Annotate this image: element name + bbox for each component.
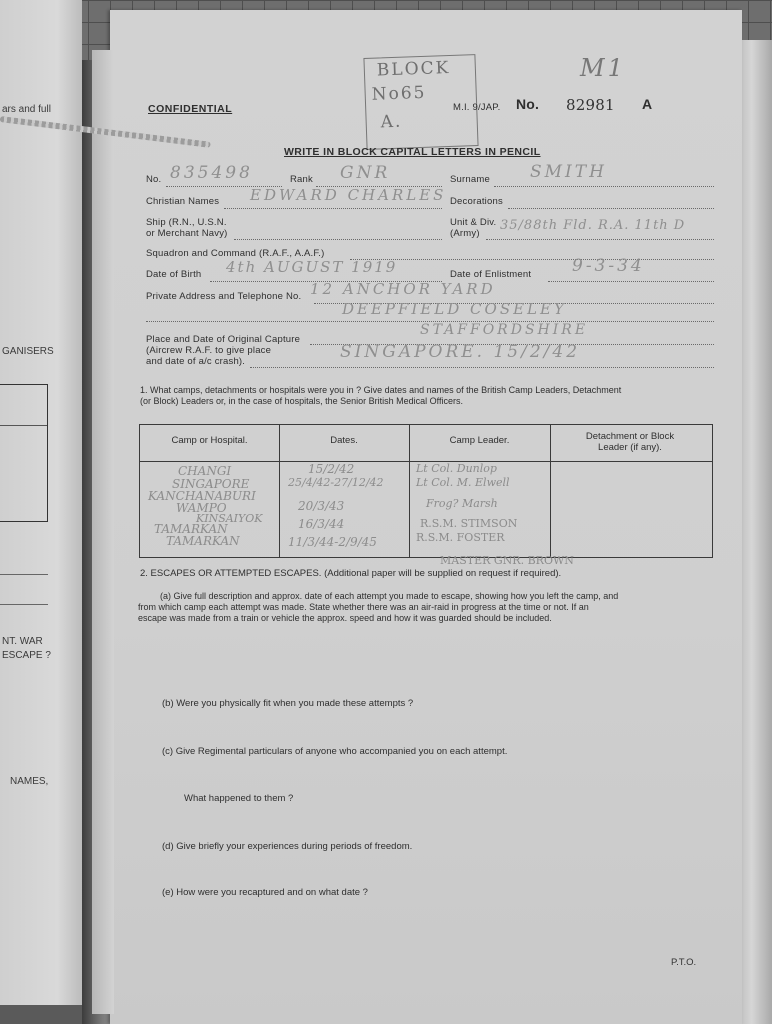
left-snippet: NT. WAR	[2, 636, 43, 647]
date-entry: 15/2/42	[308, 462, 355, 476]
unit-label: (Army)	[450, 228, 480, 239]
camp-entry: WAMPO	[176, 501, 227, 515]
question-2d: (d) Give briefly your experiences during periods of freedom.	[162, 841, 413, 852]
form-ref: M.I. 9/JAP.	[453, 102, 501, 113]
leader-entry: Frog? Marsh	[426, 497, 498, 510]
camp-entry: KANCHANABURI	[148, 489, 256, 503]
camp-entry: TAMARKAN	[166, 534, 240, 548]
left-facing-page	[0, 0, 82, 1005]
camp-entry: KINSAIYOK	[196, 512, 263, 525]
form-number: 82981	[566, 96, 615, 114]
camp-entry: SINGAPORE	[172, 477, 250, 491]
question-2c-sub: What happened to them ?	[184, 793, 294, 804]
form-page	[110, 10, 742, 1024]
leader-entry: Lt Col. M. Elwell	[416, 476, 510, 489]
capture-label: Place and Date of Original Capture	[146, 334, 301, 345]
initials: M1	[580, 54, 626, 82]
question-1: 1. What camps, detachments or hospitals were you in ? Give dates and names of the British Camp Leaders, Detachment	[140, 385, 622, 395]
table-header-camp: Camp or Hospital.	[171, 435, 248, 446]
no-label: No.	[146, 174, 162, 185]
date-entry: 25/4/42-27/12/42	[288, 476, 384, 489]
rank-label: Rank	[290, 174, 313, 185]
stamp-line: No65	[371, 82, 427, 105]
address-label: Private Address and Telephone No.	[146, 291, 302, 302]
table-header-leader: Camp Leader.	[449, 435, 510, 446]
enlistment-label: Date of Enlistment	[450, 269, 532, 280]
stacked-pages-edge	[738, 40, 772, 1024]
left-snippet: GANISERS	[2, 346, 54, 357]
question-2: 2. ESCAPES OR ATTEMPTED ESCAPES. (Additional paper will be supplied on request if required).	[140, 568, 562, 579]
question-2a: escape was made from a train or vehicle the approx. speed and how it was guarded should be included.	[138, 613, 552, 623]
date-entry: 16/3/44	[298, 517, 345, 531]
dob-label: Date of Birth	[146, 269, 202, 280]
form-heading: WRITE IN BLOCK CAPITAL LETTERS IN PENCIL	[284, 146, 541, 158]
dob-value: 4th AUGUST 1919	[226, 258, 398, 276]
number-label: No.	[516, 96, 540, 112]
form-suffix: A	[642, 96, 653, 112]
question-2c: (c) Give Regimental particulars of anyone who accompanied you on each attempt.	[162, 746, 508, 757]
enlistment-value: 9-3-34	[572, 256, 645, 276]
decorations-label: Decorations	[450, 196, 503, 207]
leader-entry: R.S.M. STIMSON	[420, 517, 518, 530]
capture-value: STAFFORDSHIRE	[420, 322, 589, 338]
confidential-label: CONFIDENTIAL	[148, 103, 233, 115]
question-2a: (a) Give full description and approx. date of each attempt you made to escape, showing how you left the camp, and	[160, 591, 619, 601]
capture-label: and date of a/c crash).	[146, 356, 246, 367]
capture-value: SINGAPORE. 15/2/42	[340, 342, 581, 362]
leader-entry: Lt Col. Dunlop	[416, 462, 497, 475]
table-header-detachment: Detachment or Block Leader (if any).	[585, 431, 675, 453]
christian-names-label: Christian Names	[146, 196, 220, 207]
left-snippet: NAMES,	[10, 776, 49, 787]
christian-names-value: EDWARD CHARLES	[250, 186, 447, 204]
left-table-box	[0, 384, 48, 522]
address-value: 12 ANCHOR YARD	[310, 280, 496, 298]
question-2e: (e) How were you recaptured and on what date ?	[162, 887, 368, 898]
unit-label: Unit & Div.	[450, 217, 497, 228]
camp-entry: TAMARKAN	[154, 522, 228, 536]
question-1: (or Block) Leaders or, in the case of hospitals, the Senior British Medical Officers.	[140, 396, 463, 406]
pto-label: P.T.O.	[671, 957, 697, 968]
question-2b: (b) Were you physically fit when you made these attempts ?	[162, 698, 414, 709]
table-header-dates: Dates.	[330, 435, 358, 446]
camp-entry: CHANGI	[178, 464, 232, 478]
ship-label: or Merchant Navy)	[146, 228, 228, 239]
rank-value: GNR	[340, 163, 391, 183]
camps-table	[139, 424, 713, 558]
unit-value: 35/88th Fld. R.A. 11th D	[500, 218, 686, 233]
page-fold	[92, 50, 114, 1014]
ship-label: Ship (R.N., U.S.N.	[146, 217, 227, 228]
date-entry: 20/3/43	[298, 499, 345, 513]
left-snippet: ars and full	[2, 104, 51, 115]
question-2a: from which camp each attempt was made. State whether there was an air-raid in progress at the time or not. If an	[138, 602, 589, 612]
stamp-line: A.	[380, 111, 403, 133]
leader-entry: MASTER GNR. BROWN	[440, 554, 574, 567]
stamp-line: BLOCK	[376, 57, 451, 81]
no-value: 835498	[170, 163, 253, 183]
surname-label: Surname	[450, 174, 490, 185]
squadron-label: Squadron and Command (R.A.F., A.A.F.)	[146, 248, 325, 259]
leader-entry: R.S.M. FOSTER	[416, 531, 505, 544]
surname-value: SMITH	[530, 162, 607, 182]
capture-label: (Aircrew R.A.F. to give place	[146, 345, 272, 356]
left-snippet: ESCAPE ?	[2, 650, 51, 661]
address-value: DEEPFIELD COSELEY	[342, 300, 567, 318]
date-entry: 11/3/44-2/9/45	[288, 535, 377, 549]
